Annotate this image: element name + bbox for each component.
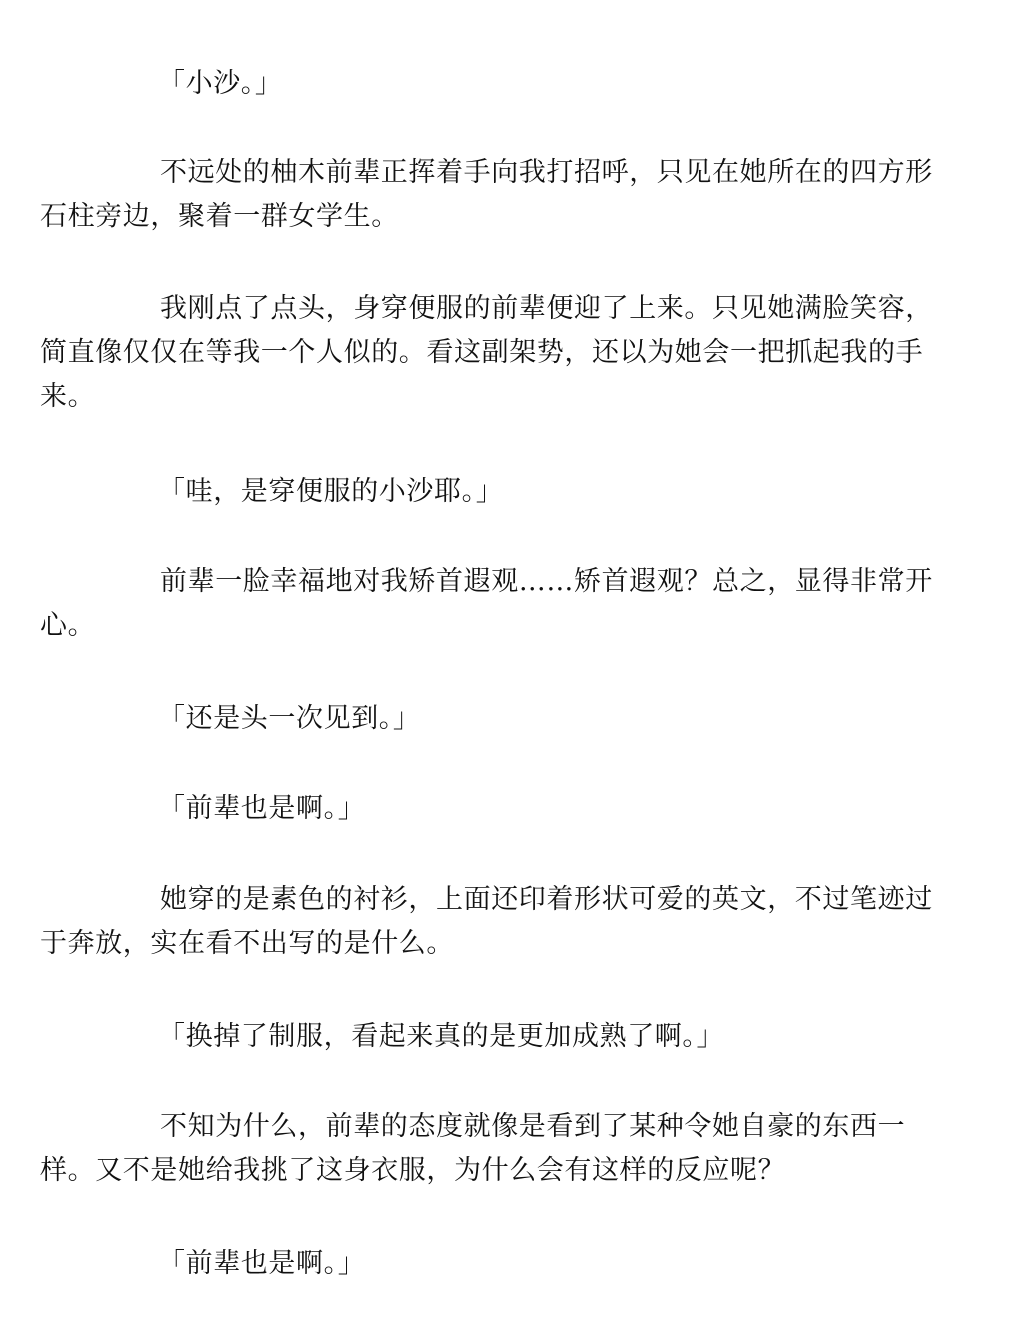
dialogue-line <box>158 697 421 741</box>
text-line: 不远处的柚木前辈正挥着手向我打招呼，只见在她所在的四方形 <box>160 157 933 188</box>
text-line: 「前辈也是啊。」 <box>158 793 366 824</box>
dialogue-line <box>158 1015 724 1059</box>
text-line: 来。 <box>40 381 96 412</box>
dialogue-line <box>158 470 503 514</box>
text-line: 不知为什么，前辈的态度就像是看到了某种令她自豪的东西一 <box>160 1111 906 1142</box>
text-line: 「小沙。」 <box>158 68 283 99</box>
dialogue-line <box>158 62 283 106</box>
dialogue-line <box>158 1242 365 1286</box>
narration-paragraph <box>40 560 985 648</box>
text-line: 我刚点了点头，身穿便服的前辈便迎了上来。只见她满脸笑容， <box>160 293 933 324</box>
narration-paragraph <box>40 287 985 419</box>
text-line: 样。又不是她给我挑了这身衣服，为什么会有这样的反应呢？ <box>40 1155 786 1186</box>
text-line: 她穿的是素色的衬衫，上面还印着形状可爱的英文，不过笔迹过 <box>160 884 933 915</box>
text-line: 于奔放，实在看不出写的是什么。 <box>40 928 454 959</box>
narration-paragraph <box>40 878 985 966</box>
text-line: 「还是头一次见到。」 <box>158 703 421 734</box>
narration-paragraph <box>40 1105 985 1193</box>
text-line: 「前辈也是啊。」 <box>158 1248 366 1279</box>
text-line: 简直像仅仅在等我一个人似的。看这副架势，还以为她会一把抓起我的手 <box>40 337 924 368</box>
text-line: 前辈一脸幸福地对我矫首遐观……矫首遐观？总之，显得非常开 <box>160 566 933 597</box>
dialogue-line <box>158 787 365 831</box>
text-line: 「哇，是穿便服的小沙耶。」 <box>158 476 504 507</box>
text-line: 石柱旁边，聚着一群女学生。 <box>40 201 399 232</box>
text-line: 「换掉了制服，看起来真的是更加成熟了啊。」 <box>158 1021 725 1052</box>
text-line: 心。 <box>40 610 96 641</box>
narration-paragraph <box>40 151 985 239</box>
